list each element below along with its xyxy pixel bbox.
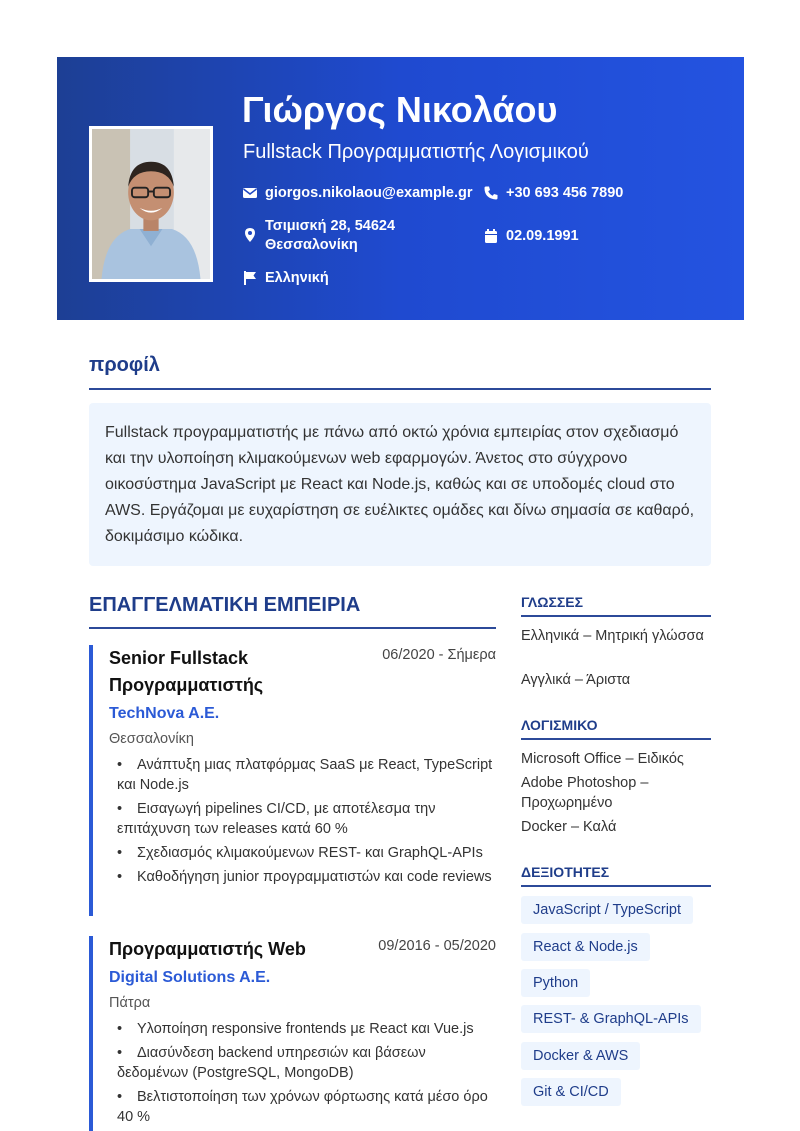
languages-heading: ΓΛΩΣΣΕΣ <box>521 594 583 610</box>
language-item: Αγγλικά – Άριστα <box>521 672 631 688</box>
skills-divider <box>521 885 711 887</box>
software-item: Docker – Καλά <box>521 819 617 835</box>
job-title: Προγραμματιστής Web <box>109 939 306 959</box>
job-bullets <box>109 755 496 887</box>
list-item: • Διασύνδεση backend υπηρεσιών και βάσεων δεδομένων (PostgreSQL, MongoDB) <box>117 1045 426 1081</box>
language-item: Ελληνικά – Μητρική γλώσσα <box>521 628 704 644</box>
job-title: Senior Fullstack Προγραμματιστής <box>109 648 264 695</box>
person-name: Γιώργος Νικολάου <box>242 89 558 130</box>
job-entry <box>89 936 496 1131</box>
email-text[interactable]: giorgos.nikolaou@example.gr <box>265 185 473 201</box>
phone-text[interactable]: +30 693 456 7890 <box>506 185 624 201</box>
list-item: • Βελτιστοποίηση των χρόνων φόρτωσης κατά μέσο όρο 40 % <box>117 1089 488 1125</box>
birthdate-info <box>483 227 579 246</box>
skill-tag: REST- & GraphQL-APIs <box>521 1005 701 1033</box>
job-company: TechNova A.E. <box>109 705 220 722</box>
calendar-icon <box>483 228 499 244</box>
experience-divider <box>89 627 496 629</box>
job-bullets <box>109 1019 496 1127</box>
software-divider <box>521 738 711 740</box>
profile-divider <box>89 388 711 390</box>
skills-heading: ΔΕΞΙΟΤΗΤΕΣ <box>521 864 610 880</box>
map-pin-icon <box>242 227 258 243</box>
address-line-2: Θεσσαλονίκη <box>265 237 358 253</box>
phone-info <box>483 184 623 203</box>
job-city: Θεσσαλονίκη <box>109 731 194 747</box>
job-date: 09/2016 - 05/2020 <box>378 938 496 954</box>
address-line-1: Τσιμισκή 28, 54624 <box>265 218 396 234</box>
birthdate-text: 02.09.1991 <box>506 228 579 244</box>
profile-heading: προφίλ <box>89 354 160 376</box>
list-item: • Ανάπτυξη μιας πλατφόρμας SaaS με React, TypeScript και Node.js <box>117 757 493 793</box>
job-company: Digital Solutions A.E. <box>109 969 271 986</box>
list-item: • Σχεδιασμός κλιμακούμενων REST- και GraphQL-APIs <box>117 845 483 861</box>
header-banner <box>57 57 744 320</box>
list-item: • Εισαγωγή pipelines CI/CD, με αποτέλεσμα την επιτάχυνση των releases κατά 60 % <box>117 801 436 837</box>
email-info <box>242 184 473 203</box>
profile-text: Fullstack προγραμματιστής με πάνω από οκτώ χρόνια εμπειρίας στον σχεδιασμό και την υλοποίηση κλιμακούμενων web εφαρμογών. Άνετος στο σύγχρονο οικοσύστημα JavaScript με React και Node.js, καθώς και σε υποδομές cloud στο AWS. Εργάζομαι με ευχαρίστηση σε ευέλικτες ομάδες και δίνω σημασία σε καθαρό, δοκιμάσιμο κώδικα. <box>105 424 695 545</box>
skill-tag: JavaScript / TypeScript <box>521 896 693 924</box>
envelope-icon <box>242 185 258 201</box>
nationality-info <box>242 269 329 288</box>
job-date: 06/2020 - Σήμερα <box>382 647 496 663</box>
experience-heading: ΕΠΑΓΓΕΛΜΑΤΙΚΗ ΕΜΠΕΙΡΙΑ <box>89 594 361 616</box>
job-headline: Fullstack Προγραμματιστής Λογισμικού <box>243 141 589 163</box>
nationality-text: Ελληνική <box>265 270 329 286</box>
languages-divider <box>521 615 711 617</box>
job-entry <box>89 645 496 916</box>
skill-tag: Python <box>521 969 590 997</box>
software-item: Microsoft Office – Ειδικός <box>521 751 684 767</box>
skill-tag: Docker & AWS <box>521 1042 640 1070</box>
job-city: Πάτρα <box>109 995 151 1011</box>
list-item: • Υλοποίηση responsive frontends με React και Vue.js <box>117 1021 474 1037</box>
profile-summary <box>89 403 711 566</box>
skill-tag: Git & CI/CD <box>521 1078 621 1106</box>
skill-tag: React & Node.js <box>521 933 650 961</box>
address-info <box>242 217 395 255</box>
profile-photo <box>89 126 213 282</box>
software-item: Adobe Photoshop – Προχωρημένο <box>521 775 649 811</box>
flag-icon <box>242 270 258 286</box>
software-heading: ΛΟΓΙΣΜΙΚΟ <box>521 717 598 733</box>
phone-icon <box>483 185 499 201</box>
list-item: • Καθοδήγηση junior προγραμματιστών και code reviews <box>117 869 492 885</box>
